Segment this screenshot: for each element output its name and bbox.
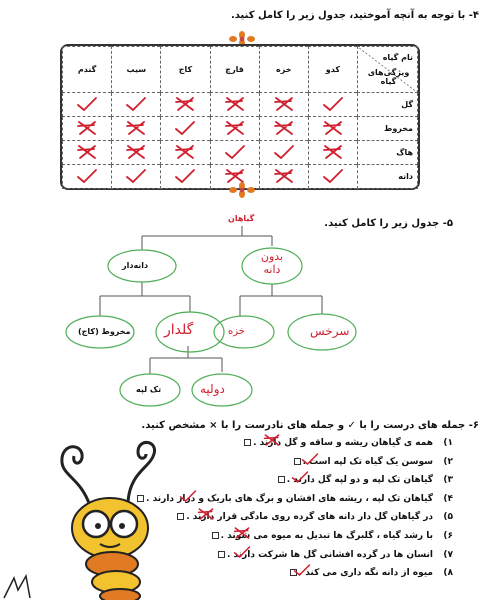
answer-checkbox[interactable]: [278, 476, 285, 483]
answer-cell: [259, 117, 308, 141]
answer-cell: [161, 141, 210, 165]
cross-mark-icon: [272, 96, 296, 112]
answer-cell: [112, 117, 161, 141]
cross-mark-icon: [272, 120, 296, 136]
answer-cell: [210, 141, 259, 165]
statement-number: ۵): [443, 512, 453, 523]
feature-label: دانه: [358, 165, 418, 189]
answer-cell: [63, 93, 112, 117]
handwritten-answer: [290, 469, 310, 488]
answer-checkbox[interactable]: [212, 532, 219, 539]
cross-mark-icon: [173, 144, 197, 160]
statement-text: سوسن یک گیاه تک لپه است .: [302, 456, 433, 467]
plant-header: قارچ: [210, 47, 259, 93]
cross-mark-icon: [75, 120, 99, 136]
handwritten-answer: [232, 525, 252, 544]
statement-item: [175, 512, 453, 522]
handwritten-answer: [292, 562, 312, 581]
dicot-answer: دولپه: [200, 382, 225, 396]
statement-text: با رشد گیاه ، گلبرگ ها تبدیل به میوه می شوند .: [220, 531, 433, 541]
handwritten-answer: [178, 488, 198, 507]
check-mark-icon: [124, 168, 148, 184]
statement-number: ۴): [443, 493, 453, 504]
conifer-label: مخروط (کاج): [78, 327, 131, 336]
statement-number: ۷): [443, 549, 453, 560]
table-header-row: [63, 47, 418, 93]
corner-top-label: نام گیاه: [382, 53, 413, 62]
check-mark-icon: [300, 452, 320, 466]
flower-decoration-icon: [228, 181, 256, 199]
table-row: [63, 93, 418, 117]
tree-connectors: [0, 200, 493, 415]
cross-mark-icon: [223, 120, 247, 136]
table-row: [63, 141, 418, 165]
answer-cell: [112, 165, 161, 189]
answer-cell: [63, 141, 112, 165]
table-corner-cell: [358, 47, 418, 93]
q5-title: ۵- جدول زیر را کامل کنید.: [324, 218, 453, 229]
statement-text: در گیاهان گل دار دانه های گرده روی مادگی قرار دارند .: [186, 512, 433, 523]
statement-number: ۳): [443, 475, 453, 486]
statement-number: ۶): [443, 531, 453, 541]
plant-properties-table: [62, 46, 418, 189]
flowering-answer: گلدار: [164, 322, 194, 338]
answer-checkbox[interactable]: [218, 551, 225, 558]
cross-mark-icon: [196, 507, 216, 521]
q4-title: ۴- با توجه به آنچه آموختید، جدول زیر را کامل کنید.: [230, 10, 479, 21]
plant-header: گندم: [63, 47, 112, 93]
answer-cell: [63, 117, 112, 141]
check-mark-icon: [232, 545, 252, 559]
answer-checkbox[interactable]: [244, 439, 251, 446]
plant-header: کاج: [161, 47, 210, 93]
check-mark-icon: [290, 470, 310, 484]
seedless-answer: بدون دانه: [260, 250, 284, 276]
answer-cell: [112, 93, 161, 117]
fern-answer: سرخس: [310, 324, 350, 338]
cross-mark-icon: [262, 433, 282, 447]
answer-cell: [308, 93, 357, 117]
check-mark-icon: [124, 96, 148, 112]
cross-mark-icon: [321, 144, 345, 160]
check-mark-icon: [178, 489, 198, 503]
statement-number: ۲): [443, 456, 453, 467]
statement-number: ۸): [443, 568, 453, 579]
answer-cell: [112, 141, 161, 165]
root-label: گیاهان: [228, 214, 255, 223]
handwritten-answer: [232, 544, 252, 563]
handwritten-answer: [262, 432, 282, 451]
cross-mark-icon: [75, 144, 99, 160]
answer-cell: [63, 165, 112, 189]
statement-text: همه ی گیاهان ریشه و ساقه و گل دارند .: [253, 438, 433, 448]
statement-text: گیاهان تک لپه ، ریشه های افشان و برگ های باریک و دراز دارند .: [146, 493, 433, 504]
answer-cell: [210, 117, 259, 141]
cross-mark-icon: [272, 168, 296, 184]
answer-cell: [161, 93, 210, 117]
statement-text: گیاهان تک لپه و دو لپه گل دارند .: [286, 475, 433, 486]
feature-label: گل: [358, 93, 418, 117]
statement-item: [288, 568, 453, 578]
handwritten-answer: [300, 451, 320, 470]
check-mark-icon: [173, 168, 197, 184]
plant-header: کدو: [308, 47, 357, 93]
moss-answer: خزه: [228, 326, 245, 337]
plant-header: خزه: [259, 47, 308, 93]
statement-text: انسان ها در گرده افشانی گل ها شرکت دارند .: [226, 549, 433, 560]
answer-cell: [161, 117, 210, 141]
answer-cell: [210, 93, 259, 117]
statement-number: ۱): [443, 438, 453, 448]
cross-mark-icon: [223, 96, 247, 112]
star-decoration-icon: [0, 572, 40, 600]
cross-mark-icon: [321, 120, 345, 136]
q6-title: ۶- جمله های درست را با ✓ و جمله های نادرست را با × مشخص کنید.: [141, 420, 479, 431]
check-mark-icon: [75, 168, 99, 184]
cross-mark-icon: [173, 96, 197, 112]
answer-cell: [308, 165, 357, 189]
check-mark-icon: [173, 120, 197, 136]
check-mark-icon: [321, 168, 345, 184]
statement-text: میوه از دانه نگه داری می کند .: [298, 568, 433, 579]
check-mark-icon: [272, 144, 296, 160]
monocot-label: تک لپه: [136, 385, 162, 394]
cross-mark-icon: [232, 526, 252, 540]
answer-cell: [161, 165, 210, 189]
plant-classification-tree: [0, 200, 493, 415]
cross-mark-icon: [124, 120, 148, 136]
corner-bottom-label: ویژگی‌های گیاه: [367, 68, 410, 86]
handwritten-answer: [196, 506, 216, 525]
answer-cell: [308, 141, 357, 165]
seeded-label: دانه‌دار: [122, 261, 149, 270]
check-mark-icon: [223, 144, 247, 160]
answer-cell: [259, 165, 308, 189]
feature-label: هاگ: [358, 141, 418, 165]
plant-header: سیب: [112, 47, 161, 93]
answer-cell: [259, 93, 308, 117]
check-mark-icon: [321, 96, 345, 112]
worm-mascot-icon: [50, 436, 180, 600]
check-mark-icon: [292, 563, 312, 577]
feature-label: مخروط: [358, 117, 418, 141]
cross-mark-icon: [124, 144, 148, 160]
answer-cell: [259, 141, 308, 165]
answer-cell: [308, 117, 357, 141]
table-row: [63, 117, 418, 141]
check-mark-icon: [75, 96, 99, 112]
